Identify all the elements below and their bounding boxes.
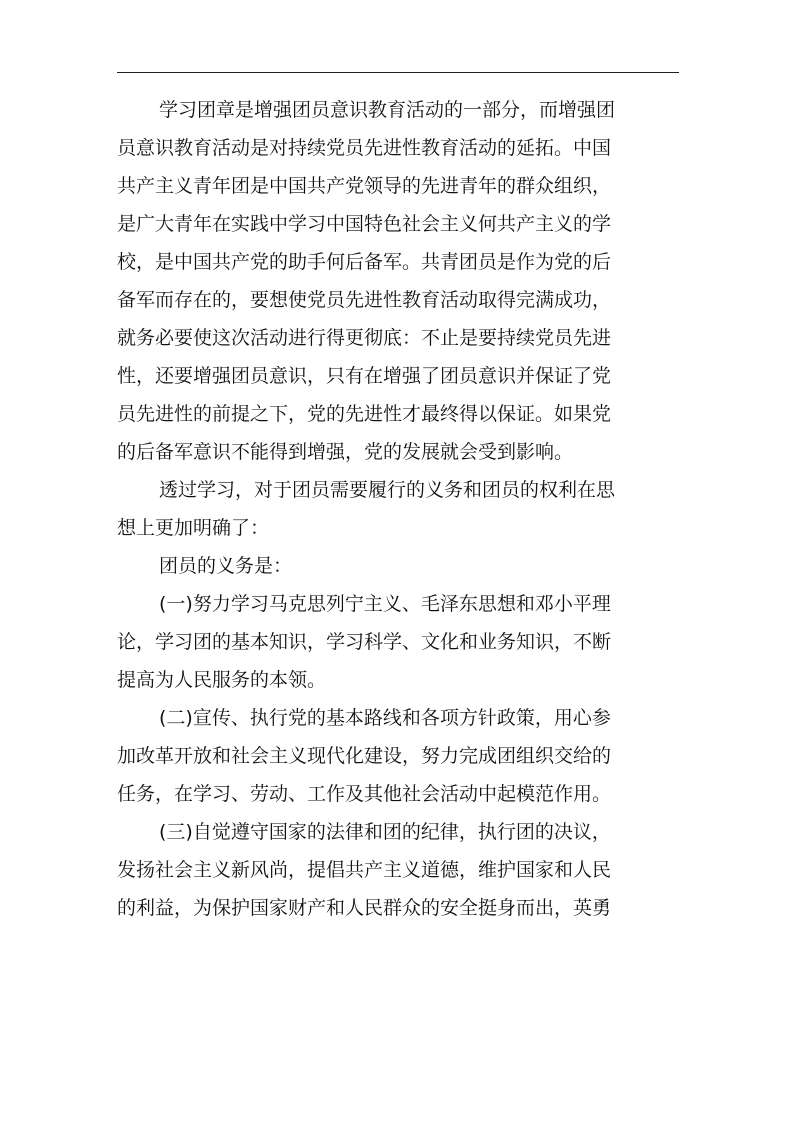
list-item: (一)努力学习马克思列宁主义、毛泽东思想和邓小平理 (159, 593, 611, 615)
text-line: 备军而存在的，要想使党员先进性教育活动取得完满成功， (117, 289, 612, 311)
text-line: 员先进性的前提之下，党的先进性才最终得以保证。如果党 (117, 403, 612, 425)
text-line: 就务必要使这次活动进行得更彻底：不止是要持续党员先进 (117, 327, 612, 349)
text-line: 是广大青年在实践中学习中国特色社会主义何共产主义的学 (117, 213, 612, 235)
header-rule (117, 72, 679, 73)
list-item: (二)宣传、执行党的基本路线和各项方针政策，用心参 (159, 707, 611, 729)
text-line: 想上更加明确了： (117, 517, 270, 539)
text-line: 论，学习团的基本知识，学习科学、文化和业务知识，不断 (117, 631, 612, 653)
text-line: 提高为人民服务的本领。 (117, 669, 327, 691)
list-item: (三)自觉遵守国家的法律和团的纪律，执行团的决议， (159, 821, 611, 843)
text-line: 的后备军意识不能得到增强，党的发展就会受到影响。 (117, 441, 574, 463)
text-line: 员意识教育活动是对持续党员先进性教育活动的延拓。中国 (117, 137, 612, 159)
text-line: 加改革开放和社会主义现代化建设，努力完成团组织交给的 (117, 745, 612, 767)
text-line: 任务，在学习、劳动、工作及其他社会活动中起模范作用。 (117, 783, 612, 805)
text-line: 性，还要增强团员意识，只有在增强了团员意识并保证了党 (117, 365, 612, 387)
text-line: 透过学习，对于团员需要履行的义务和团员的权利在思 (159, 479, 616, 501)
text-line: 发扬社会主义新风尚，提倡共产主义道德，维护国家和人民 (117, 859, 612, 881)
text-line: 的利益，为保护国家财产和人民群众的安全挺身而出，英勇 (117, 897, 612, 919)
text-line: 学习团章是增强团员意识教育活动的一部分，而增强团 (159, 99, 616, 121)
text-line: 共产主义青年团是中国共产党领导的先进青年的群众组织， (117, 175, 612, 197)
document-body (117, 91, 683, 927)
section-heading: 团员的义务是： (159, 555, 293, 577)
text-line: 校，是中国共产党的助手何后备军。共青团员是作为党的后 (117, 251, 612, 273)
